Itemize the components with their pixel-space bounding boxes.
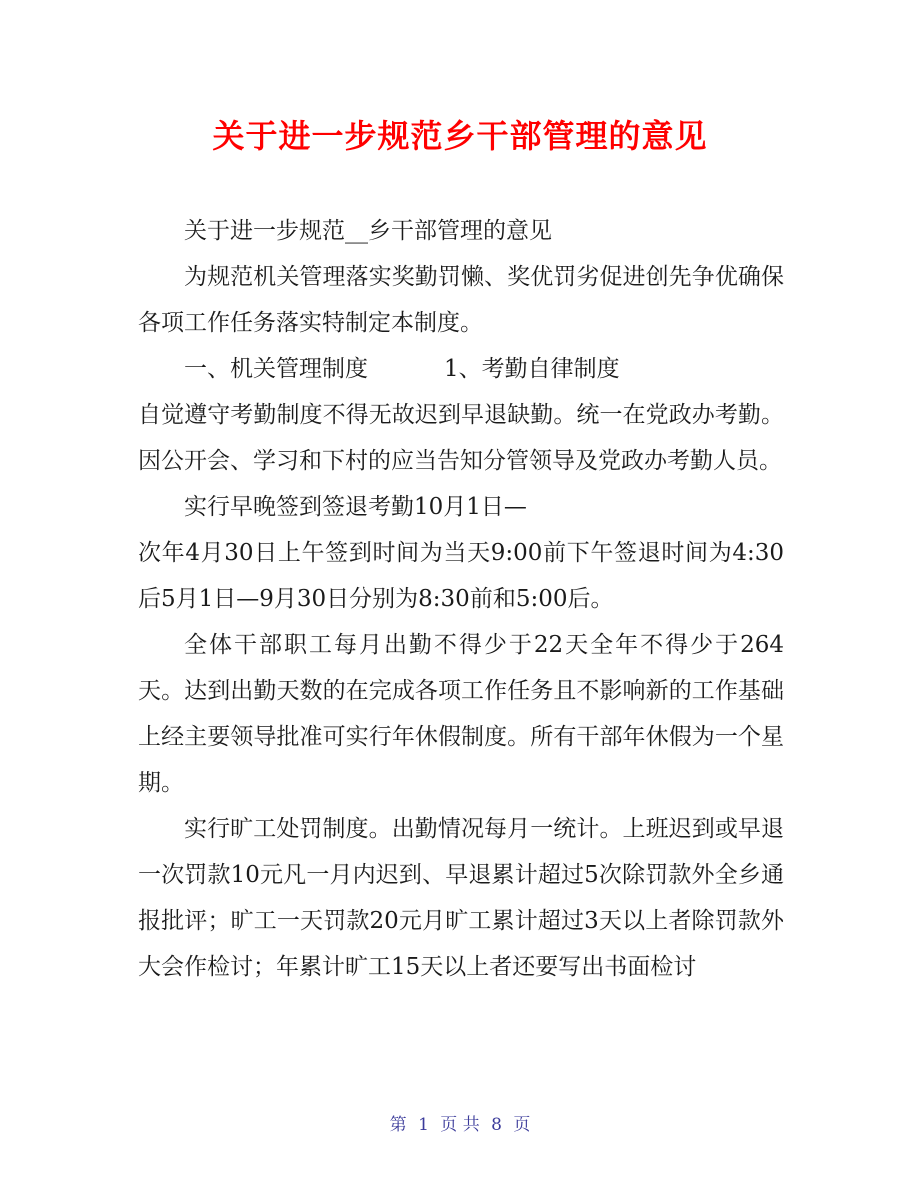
- paragraph-subtitle: 关于进一步规范__乡干部管理的意见: [184, 218, 552, 244]
- document-body: [138, 208, 784, 990]
- paragraph-signin-intro: 实行早晚签到签退考勤10月1日—: [184, 494, 527, 520]
- paragraph-penalties: 实行旷工处罚制度。出勤情况每月一统计。上班迟到或早退一次罚款10元凡一月内迟到、早退累计超过5次除罚款外全乡通报批评；旷工一天罚款20元月旷工累计超过3天以上者除罚款外大会作检讨；年累计旷工15天以上者还要写出书面检讨: [138, 816, 784, 980]
- footer-suffix: 页: [513, 1115, 531, 1135]
- footer-middle: 页 共: [440, 1115, 480, 1135]
- footer-page-number: 1: [418, 1115, 429, 1135]
- subsection-heading: 1、考勤自律制度: [444, 356, 620, 382]
- section-heading: 一、机关管理制度: [184, 356, 368, 382]
- document-title: 关于进一步规范乡干部管理的意见: [212, 117, 708, 155]
- page-footer: [0, 1112, 920, 1138]
- paragraph-attendance-days: 全体干部职工每月出勤不得少于22天全年不得少于264天。达到出勤天数的在完成各项工作任务且不影响新的工作基础上经主要领导批准可实行年休假制度。所有干部年休假为一个星期。: [138, 632, 784, 796]
- footer-prefix: 第: [389, 1115, 407, 1135]
- paragraph-attendance-rules: 自觉遵守考勤制度不得无故迟到早退缺勤。统一在党政办考勤。因公开会、学习和下村的应当告知分管领导及党政办考勤人员。: [138, 402, 784, 474]
- footer-total-pages: 8: [491, 1115, 502, 1135]
- section-heading-row: [138, 346, 784, 392]
- paragraph-purpose: 为规范机关管理落实奖勤罚懒、奖优罚劣促进创先争优确保各项工作任务落实特制定本制度。: [138, 264, 784, 336]
- paragraph-signin-times: 次年4月30日上午签到时间为当天9:00前下午签退时间为4:30后5月1日—9月30日分别为8:30前和5:00后。: [138, 540, 784, 612]
